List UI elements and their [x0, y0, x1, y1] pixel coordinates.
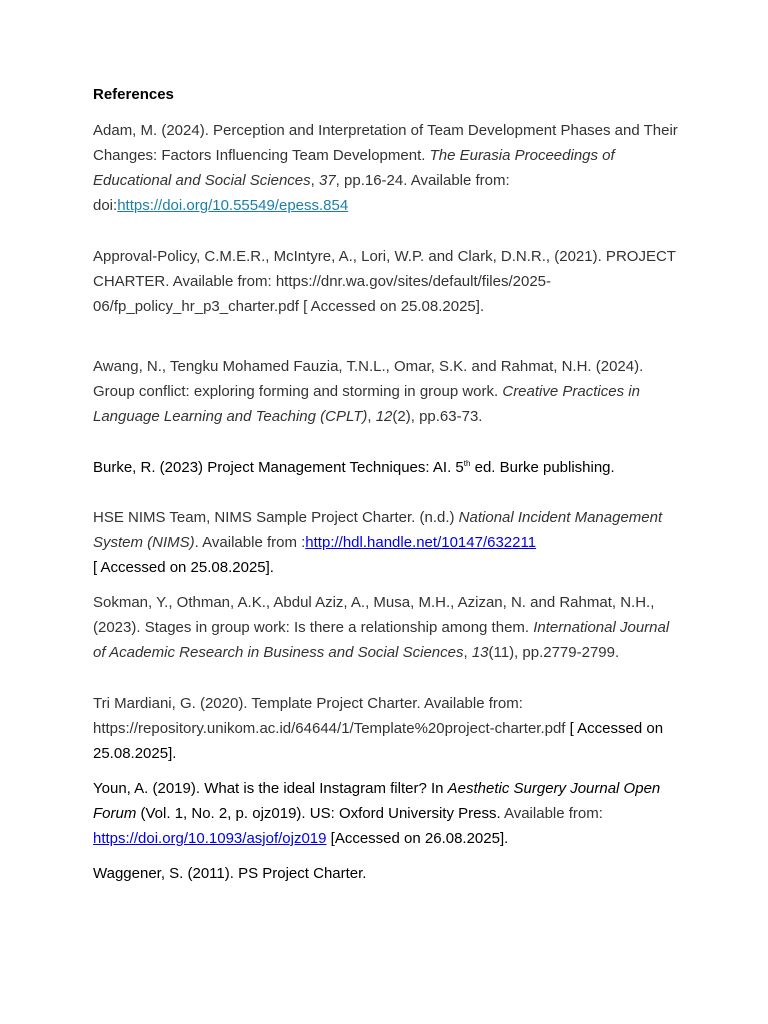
ref-text: ,: [310, 172, 319, 189]
ref-text: HSE NIMS Team, NIMS Sample Project Charter. (n.d.): [93, 509, 459, 526]
ref-journal: The Eurasia Proceedings of Educational and Social Sciences: [93, 147, 615, 189]
ref-text: Approval-Policy, C.M.E.R., McIntyre, A., Lori, W.P. and Clark, D.N.R., (2021). PROJECT CHARTER. Available from: https://dnr.wa.gov/sites/default/files/2025-06/fp_policy_hr_p3_charter.pdf [ Accessed on 25.08.2025].: [93, 248, 676, 315]
references-heading: References: [93, 86, 174, 103]
ref-journal: International Journal of Academic Research in Business and Social Sciences: [93, 619, 670, 661]
ref-access-date: [ Accessed on 25.08.2025].: [93, 559, 274, 576]
ref-volume: 12: [375, 408, 393, 425]
ref-text: (Vol. 1, No. 2, p. ojz019). US: Oxford University Press.: [136, 805, 504, 822]
doi-link-youn[interactable]: https://doi.org/10.1093/asjof/ojz019: [93, 830, 327, 847]
ref-volume: 13: [471, 644, 489, 661]
reference-approval-policy: [93, 244, 683, 319]
reference-waggener: [93, 861, 683, 886]
ref-text: Burke, R. (2023) Project Management Techniques: AI. 5: [93, 459, 464, 476]
ref-volume: 37: [318, 172, 336, 189]
ref-text: . Available from :: [194, 534, 306, 551]
ref-journal: Aesthetic Surgery Journal Open Forum: [93, 780, 661, 822]
ref-text: (11), pp.2779-2799.: [488, 644, 620, 661]
reference-burke: [93, 455, 683, 480]
ref-text: Available from:: [503, 805, 603, 822]
ref-text: Tri Mardiani, G. (2020). Template Project Charter. Available from: https://repository.unikom.ac.id/64644/1/Template%20project-charter.pdf: [93, 695, 566, 737]
ref-text: Adam, M. (2024). Perception and Interpretation of Team Development Phases and Their Changes: Factors Influencing Team Development.: [93, 122, 678, 164]
ref-text: Sokman, Y., Othman, A.K., Abdul Aziz, A., Musa, M.H., Azizan, N. and Rahmat, N.H., (2023). Stages in group work: Is there a relationship among them.: [93, 594, 655, 636]
ref-text: Awang, N., Tengku Mohamed Fauzia, T.N.L., Omar, S.K. and Rahmat, N.H. (2024). Group conflict: exploring forming and storming in group work.: [93, 358, 644, 400]
reference-awang: [93, 354, 683, 429]
ref-text: ,: [367, 408, 376, 425]
reference-hse-nims: [93, 505, 683, 580]
ref-text: Waggener, S. (2011). PS Project Charter.: [93, 865, 367, 882]
ref-text: (2), pp.63-73.: [392, 408, 483, 425]
doi-link-adam[interactable]: https://doi.org/10.55549/epess.854: [117, 197, 349, 214]
ref-superscript: th: [463, 459, 471, 468]
reference-youn: [93, 776, 683, 851]
ref-access-date: [ Accessed on 25.08.2025].: [93, 720, 664, 762]
ref-journal: National Incident Management System (NIMS): [93, 509, 663, 551]
ref-text: ed. Burke publishing.: [470, 459, 615, 476]
ref-text: ,: [463, 644, 472, 661]
reference-adam: [93, 118, 683, 218]
ref-access-date: [Accessed on 26.08.2025].: [326, 830, 509, 847]
reference-sokman: [93, 590, 683, 665]
reference-tri-mardiani: [93, 691, 683, 766]
handle-link-hse[interactable]: http://hdl.handle.net/10147/632211: [305, 534, 537, 551]
ref-journal: Creative Practices in Language Learning and Teaching (CPLT): [93, 383, 640, 425]
ref-text: Youn, A. (2019). What is the ideal Instagram filter? In: [93, 780, 448, 797]
ref-text: , pp.16-24. Available from: doi:: [93, 172, 510, 214]
